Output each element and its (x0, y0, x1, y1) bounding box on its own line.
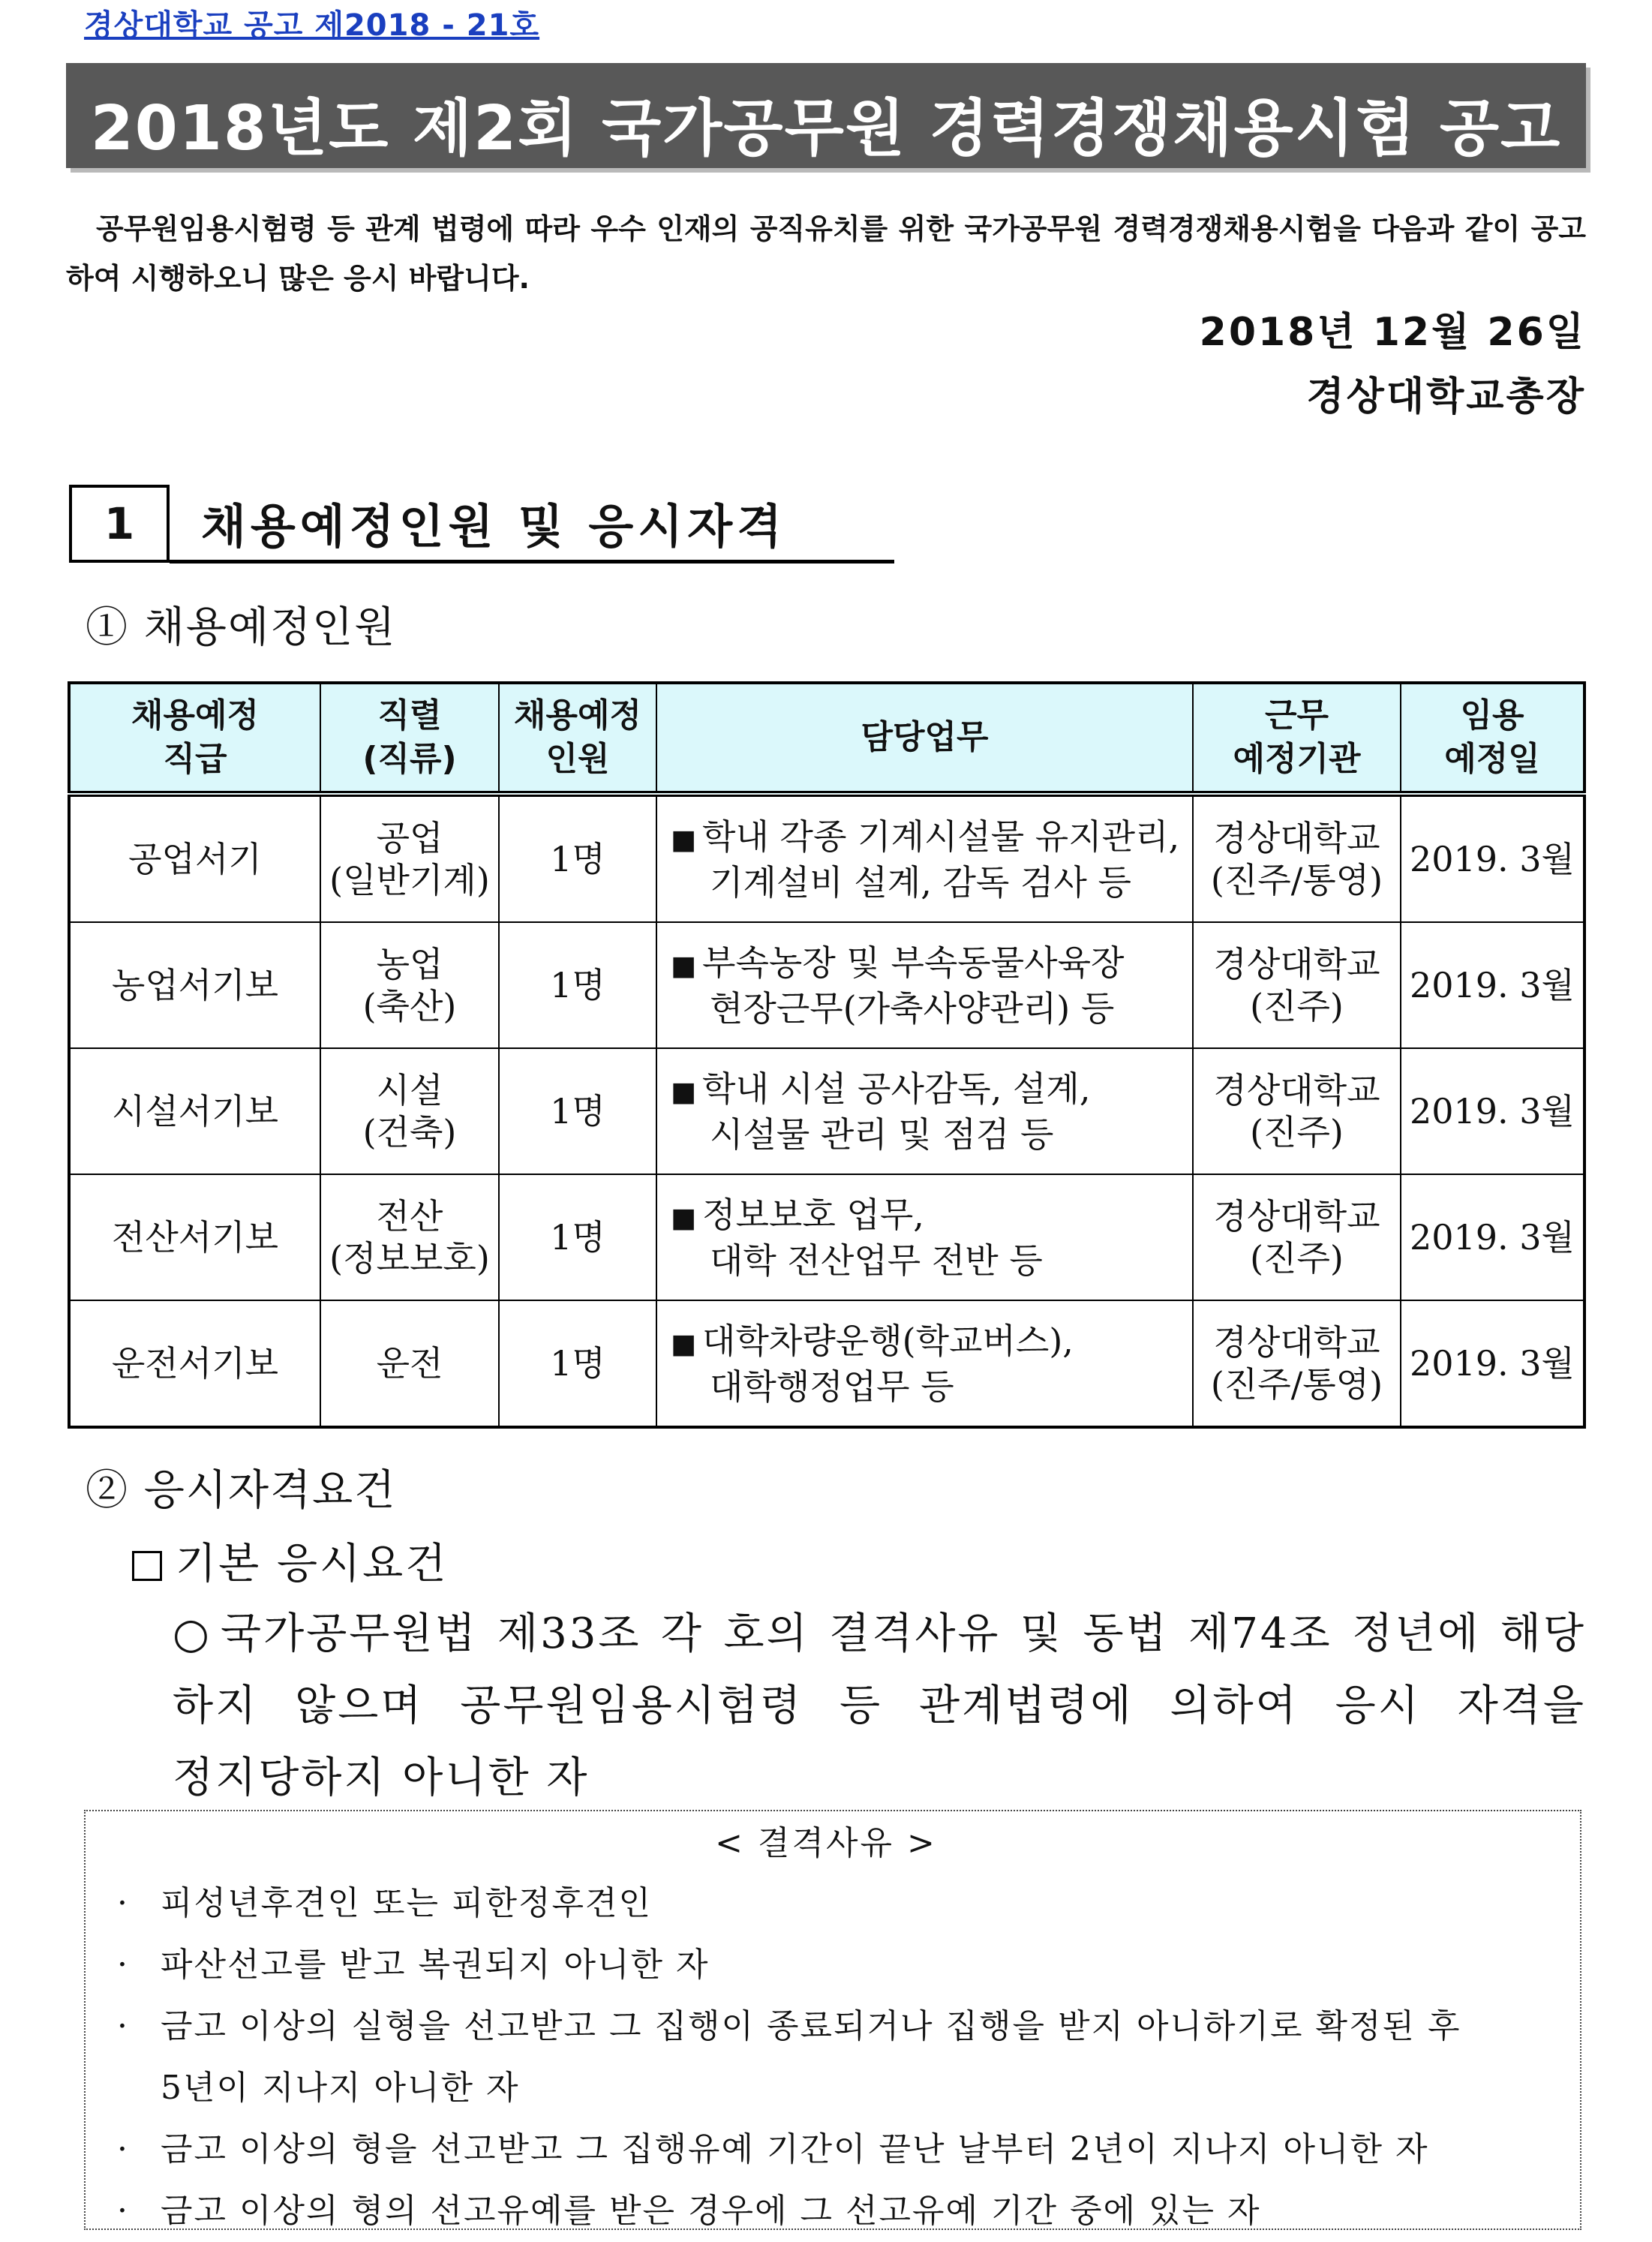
cell-series: 전산 (정보보호) (320, 1174, 499, 1300)
square-bullet-icon: ■ (671, 1202, 697, 1234)
square-bullet-icon: ■ (671, 1076, 697, 1107)
signer: 경상대학교총장 (1306, 374, 1586, 419)
subsection-planned-staff: ① 채용예정인원 (86, 603, 397, 652)
cell-grade: 공업서기 (69, 794, 320, 922)
notice-number: 경상대학교 공고 제2018 - 21호 (84, 8, 540, 43)
document-title: 2018년도 제2회 국가공무원 경력경쟁채용시험 공고 (90, 93, 1562, 164)
cell-series: 공업 (일반기계) (320, 794, 499, 922)
cell-duty: ■ 학내 시설 공사감독, 설계, 시설물 관리 및 점검 등 (656, 1048, 1193, 1174)
checkbox-square-icon (132, 1551, 162, 1581)
title-banner (66, 63, 1586, 168)
header-office: 근무 예정기관 (1193, 683, 1401, 794)
table-row (69, 922, 1584, 1048)
header-duty: 담당업무 (656, 683, 1193, 794)
cell-series: 운전 (320, 1300, 499, 1427)
circle-bullet-icon: ○ (173, 1609, 212, 1658)
subsection-eligibility: ② 응시자격요건 (86, 1466, 397, 1515)
square-bullet-icon: ■ (671, 1328, 697, 1360)
disqualification-title: < 결격사유 > (715, 1824, 937, 1862)
cell-grade: 운전서기보 (69, 1300, 320, 1427)
cell-office: 경상대학교 (진주) (1193, 1174, 1401, 1300)
header-grade: 채용예정 직급 (69, 683, 320, 794)
cell-date: 2019. 3월 (1401, 1300, 1584, 1427)
cell-office: 경상대학교 (진주/통영) (1193, 794, 1401, 922)
table-header-row (69, 683, 1584, 794)
cell-date: 2019. 3월 (1401, 794, 1584, 922)
square-bullet-icon: ■ (671, 950, 697, 981)
requirement-line: 하지 않으며 공무원임용시험령 등 관계법령에 의하여 응시 자격을 (173, 1682, 1586, 1730)
table-row (69, 1048, 1584, 1174)
table-row (69, 1174, 1584, 1300)
cell-series: 시설 (건축) (320, 1048, 499, 1174)
cell-grade: 시설서기보 (69, 1048, 320, 1174)
header-count: 채용예정 인원 (499, 683, 656, 794)
basic-requirement-label: 기본 응시요건 (176, 1540, 449, 1588)
cell-count: 1명 (499, 1300, 656, 1427)
cell-duty: ■ 부속농장 및 부속동물사육장 현장근무(가축사양관리) 등 (656, 922, 1193, 1048)
list-item: · 금고 이상의 형의 선고유예를 받은 경우에 그 선고유예 기간 중에 있는 자 (114, 2180, 1554, 2242)
header-series: 직렬 (직류) (320, 683, 499, 794)
cell-grade: 농업서기보 (69, 922, 320, 1048)
middle-dot-icon: · (117, 2192, 129, 2230)
cell-date: 2019. 3월 (1401, 1048, 1584, 1174)
table-row (69, 794, 1584, 922)
middle-dot-icon: · (117, 2130, 129, 2168)
recruitment-table (68, 681, 1586, 1429)
section-number: 1 (104, 498, 135, 549)
square-bullet-icon: ■ (671, 824, 697, 855)
section-number-box (69, 485, 170, 563)
requirement-line: 정지당하지 아니한 자 (173, 1754, 590, 1802)
section-title: 채용예정인원 및 응시자격 (201, 499, 786, 554)
middle-dot-icon: · (117, 2007, 129, 2045)
cell-count: 1명 (499, 1174, 656, 1300)
list-item: · 피성년후견인 또는 피한정후견인 (114, 1873, 1554, 1934)
cell-count: 1명 (499, 1048, 656, 1174)
cell-office: 경상대학교 (진주/통영) (1193, 1300, 1401, 1427)
intro-paragraph: 공무원임용시험령 등 관계 법령에 따라 우수 인재의 공직유치를 위한 국가공무원 경력경쟁채용시험을 다음과 같이 공고하여 시행하오니 많은 응시 바랍니다. (66, 212, 1586, 295)
cell-office: 경상대학교 (진주) (1193, 1048, 1401, 1174)
header-date: 임용 예정일 (1401, 683, 1584, 794)
cell-date: 2019. 3월 (1401, 1174, 1584, 1300)
table-row (69, 1300, 1584, 1427)
cell-count: 1명 (499, 794, 656, 922)
cell-duty: ■ 정보보호 업무, 대학 전산업무 전반 등 (656, 1174, 1193, 1300)
cell-duty: ■ 학내 각종 기계시설물 유지관리, 기계설비 설계, 감독 검사 등 (656, 794, 1193, 922)
cell-duty: ■ 대학차량운행(학교버스), 대학행정업무 등 (656, 1300, 1193, 1427)
list-item: · 금고 이상의 실형을 선고받고 그 집행이 종료되거나 집행을 받지 아니하기로 확정된 후 5년이 지나지 아니한 자 (114, 1996, 1554, 2119)
section-underline (170, 560, 894, 564)
list-item: · 금고 이상의 형을 선고받고 그 집행유예 기간이 끝난 날부터 2년이 지나지 아니한 자 (114, 2119, 1554, 2180)
requirement-paragraph (173, 1598, 1586, 1814)
list-item: · 파산선고를 받고 복권되지 아니한 자 (114, 1934, 1554, 1996)
cell-date: 2019. 3월 (1401, 922, 1584, 1048)
cell-count: 1명 (499, 922, 656, 1048)
cell-series: 농업 (축산) (320, 922, 499, 1048)
cell-grade: 전산서기보 (69, 1174, 320, 1300)
middle-dot-icon: · (117, 1884, 129, 1922)
notice-date: 2018년 12월 26일 (1199, 310, 1586, 355)
middle-dot-icon: · (117, 1946, 129, 1984)
basic-requirement-heading (132, 1531, 448, 1591)
cell-office: 경상대학교 (진주) (1193, 922, 1401, 1048)
requirement-line: 국가공무원법 제33조 각 호의 결격사유 및 동법 제74조 정년에 해당 (221, 1609, 1586, 1658)
disqualification-list (114, 1873, 1554, 2242)
